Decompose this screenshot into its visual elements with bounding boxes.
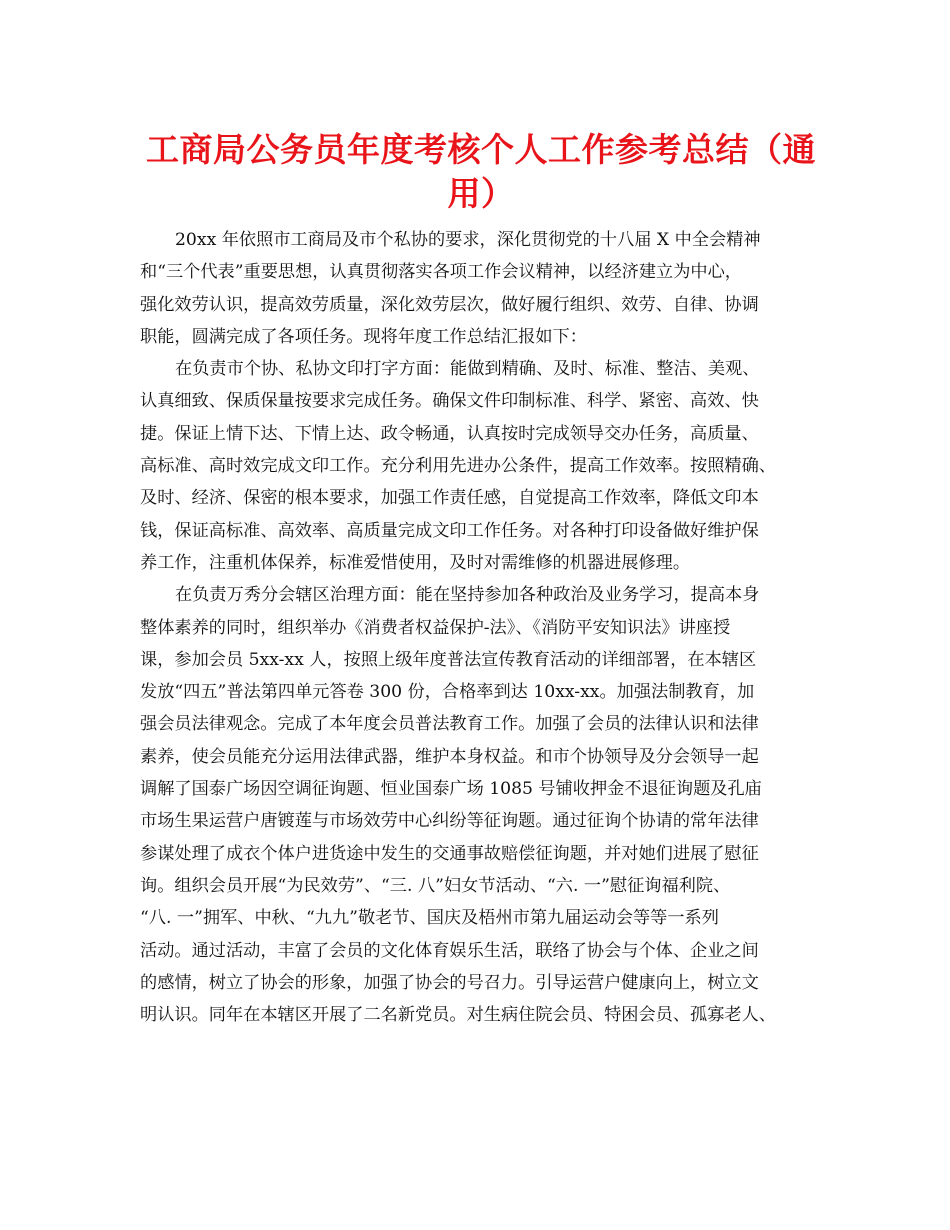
text-line: 钱，保证高标准、高效率、高质量完成文印工作任务。对各种打印设备做好维护保 [140, 520, 759, 541]
text-line: 捷。保证上情下达、下情上达、政令畅通，认真按时完成领导交办任务，高质量、 [140, 423, 759, 444]
paragraph-district-management [140, 579, 822, 1031]
text-line: 强化效劳认识，提高效劳质量，深化效劳层次，做好履行组织、效劳、自律、协调 [140, 294, 759, 315]
paragraph-typing-work [140, 353, 822, 579]
text-line: 的感情，树立了协会的形象，加强了协会的号召力。引导运营户健康向上，树立文 [140, 972, 759, 993]
text-line: 认真细致、保质保量按要求完成任务。确保文件印制标准、科学、紧密、高效、快 [140, 391, 759, 412]
title-line: 工商局公务员年度考核个人工作参考总结（通 [146, 130, 816, 169]
text-line: 在负责万秀分会辖区治理方面：能在坚持参加各种政治及业务学习，提高本身 [175, 585, 760, 606]
text-line: 职能，圆满完成了各项任务。现将年度工作总结汇报如下： [140, 326, 587, 347]
text-line: 市场生果运营户唐镀莲与市场效劳中心纠纷等征询题。通过征询个协请的常年法律 [140, 811, 759, 832]
text-line: 询。组织会员开展“为民效劳”、“三. 八”妇女节活动、“六. 一”慰征询福利院、 [140, 875, 731, 896]
text-line: 参谋处理了成衣个体户进货途中发生的交通事故赔偿征询题，并对她们进展了慰征 [140, 843, 759, 864]
text-line: 高标准、高时效完成文印工作。充分利用先进办公条件，提高工作效率。按照精确、 [140, 456, 776, 477]
document-title [128, 128, 834, 216]
text-line: 整体素养的同时，组织举办《消费者权益保护-法》、《消防平安知识法》讲座授 [140, 617, 731, 638]
text-line: 明认识。同年在本辖区开展了二名新党员。对生病住院会员、特困会员、孤寡老人、 [140, 1005, 776, 1026]
title-line: 用） [447, 174, 515, 213]
text-line: 在负责市个协、私协文印打字方面：能做到精确、及时、标准、整洁、美观、 [175, 359, 760, 380]
text-line: 20xx 年依照市工商局及市个私协的要求，深化贯彻党的十八届 X 中全会精神 [175, 230, 761, 250]
text-line: 养工作，注重机体保养，标准爱惜使用，及时对需维修的机器进展修理。 [140, 552, 691, 573]
text-line: 强会员法律观念。完成了本年度会员普法教育工作。加强了会员的法律认识和法律 [140, 714, 759, 735]
text-line: 课，参加会员 5xx-xx 人，按照上级年度普法宣传教育活动的详细部署，在本辖区 [140, 649, 757, 670]
text-line: 活动。通过活动，丰富了会员的文化体育娱乐生活，联络了协会与个体、企业之间 [140, 940, 759, 961]
text-line: 调解了国泰广场因空调征询题、恒业国泰广场 1085 号铺收押金不退征询题及孔庙 [140, 779, 762, 800]
text-line: 和“三个代表”重要思想，认真贯彻落实各项工作会议精神，以经济建立为中心， [140, 262, 742, 283]
text-line: 及时、经济、保密的根本要求，加强工作责任感，自觉提高工作效率，降低文印本 [140, 488, 759, 509]
text-line: “八. 一”拥军、中秋、“九九”敬老节、国庆及梧州市第九届运动会等等一系列 [140, 908, 719, 929]
text-line: 素养，使会员能充分运用法律武器，维护本身权益。和市个协领导及分会领导一起 [140, 746, 759, 767]
text-line: 发放“四五”普法第四单元答卷 300 份，合格率到达 10xx-xx。加强法制教育，加 [140, 682, 755, 703]
paragraph-intro [140, 224, 822, 353]
document-page [140, 128, 822, 1031]
